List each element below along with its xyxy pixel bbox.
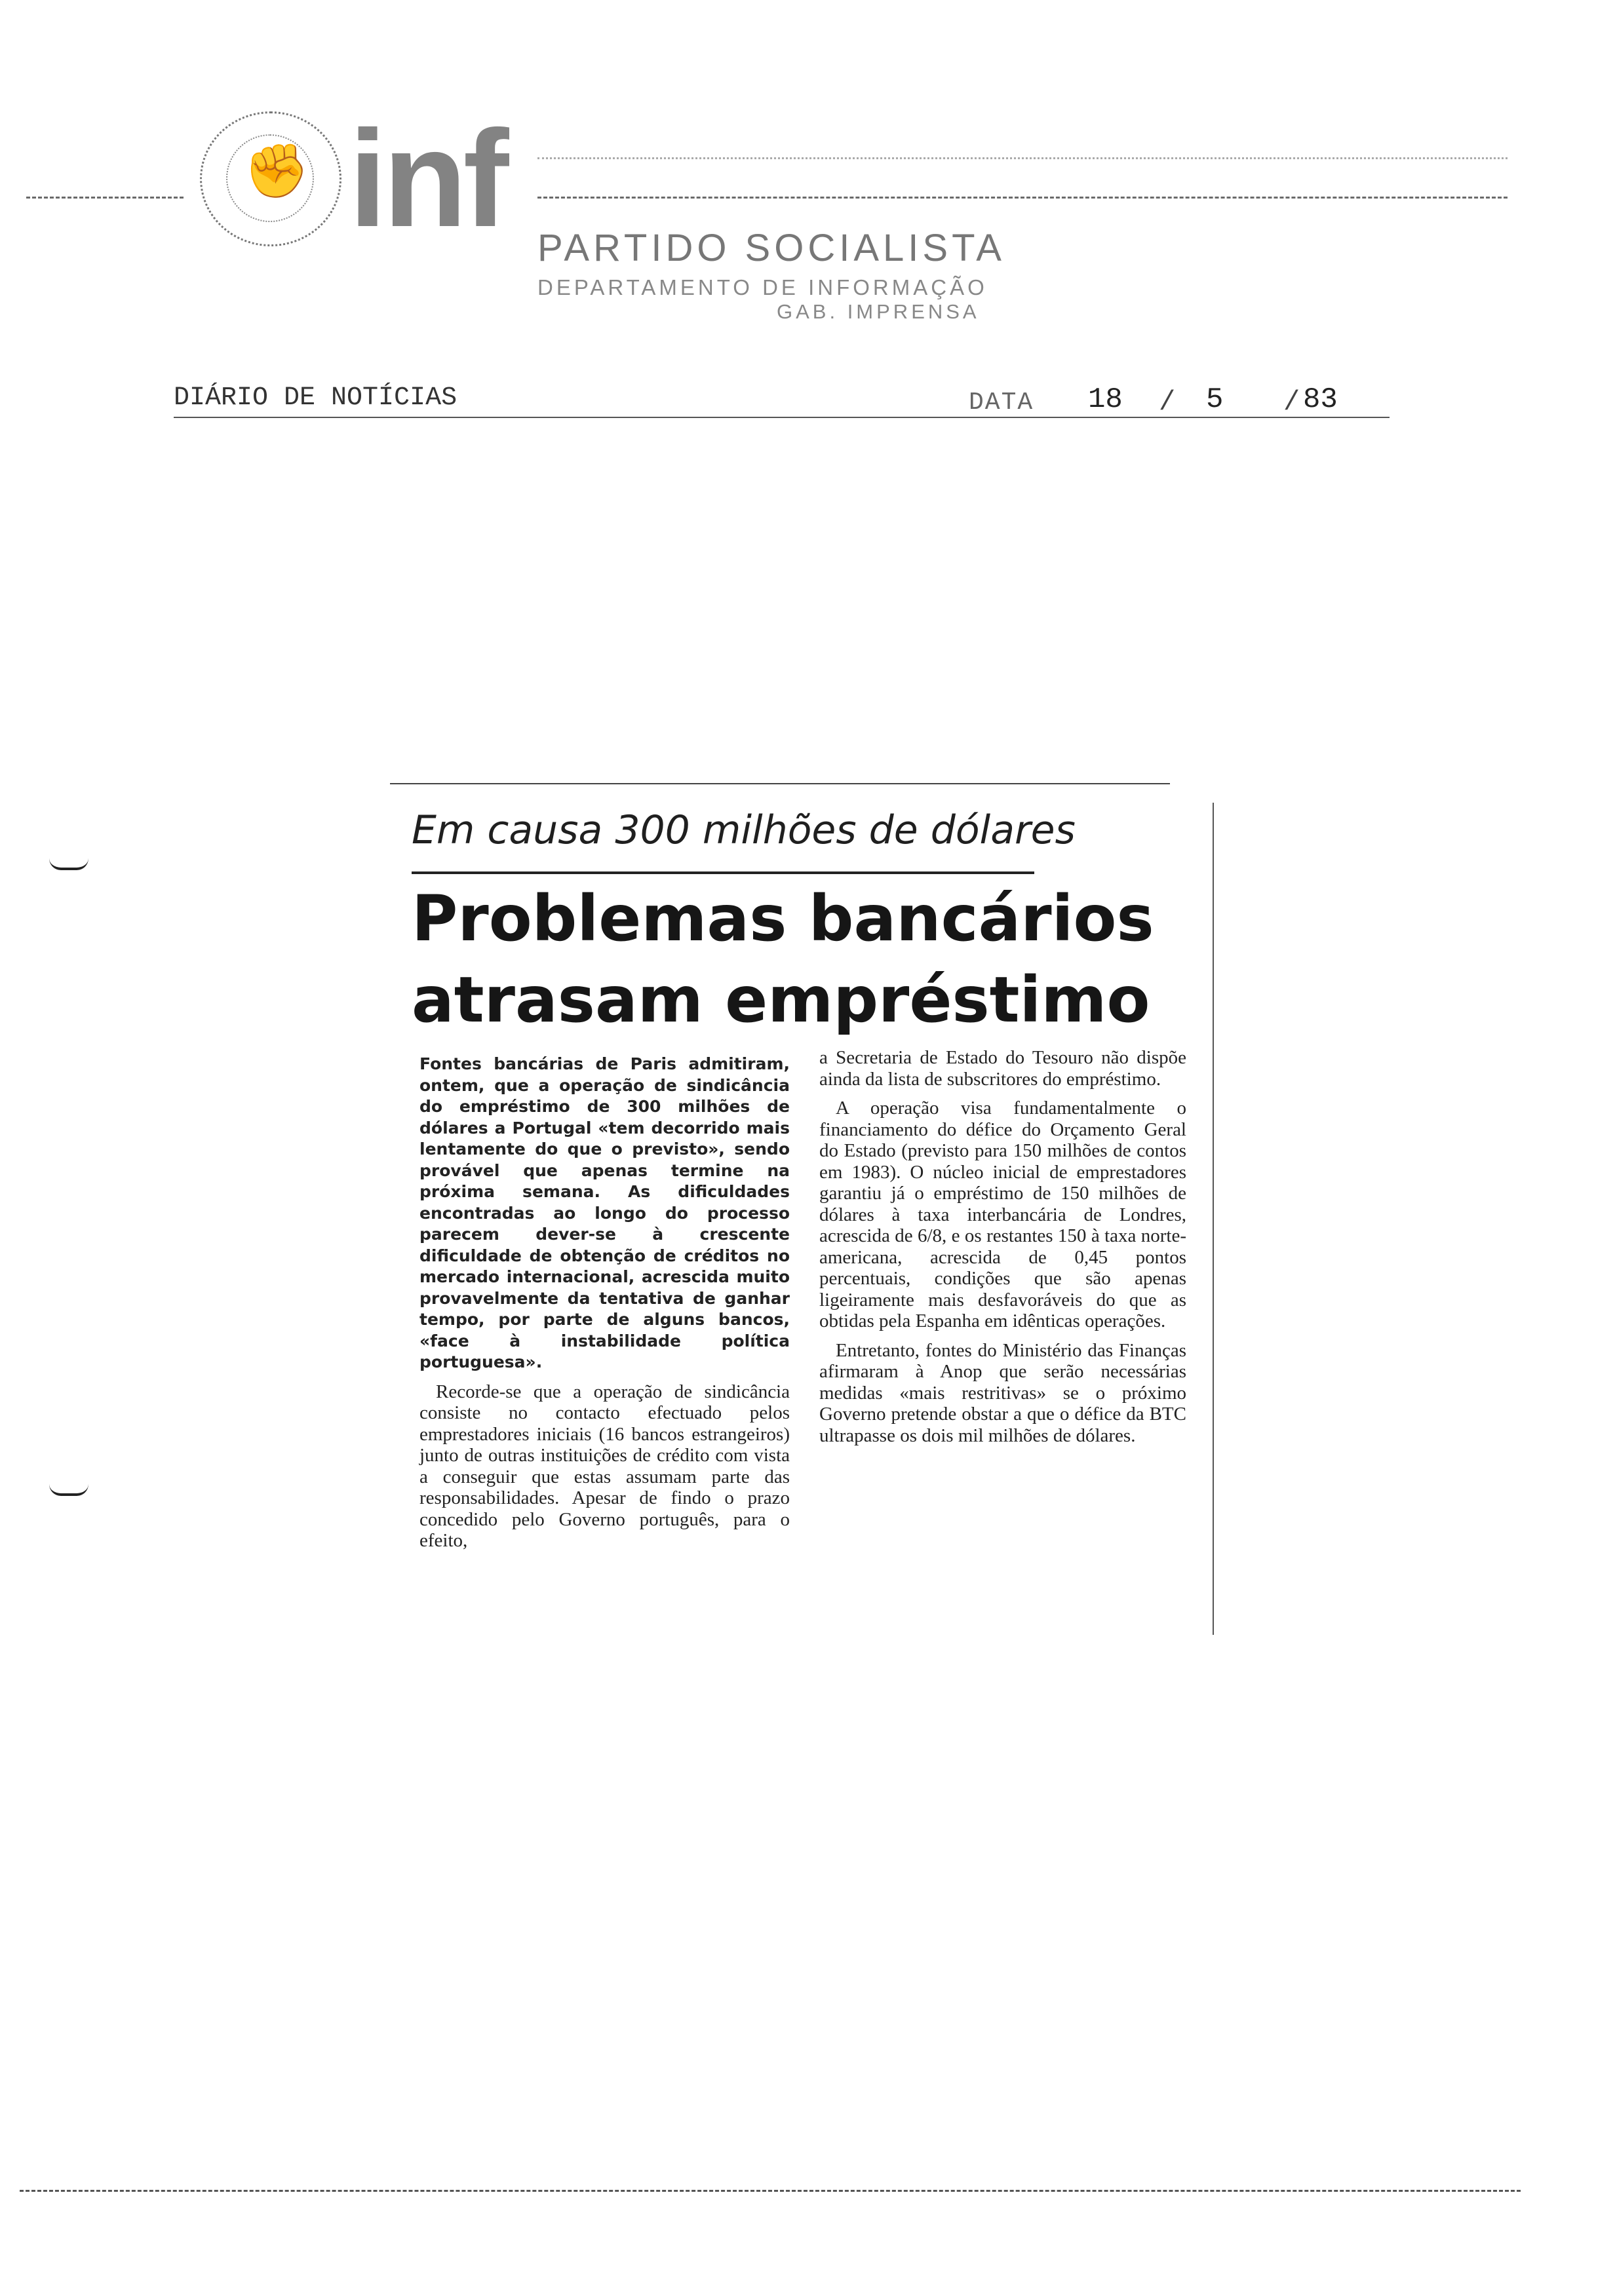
article-lead: Fontes bancárias de Paris admitiram, ontem, que a operação de sindicância do empréstimo de 300 milhões de dólares a Portugal «tem decorrido mais lentamente do que o previsto», sendo provável que apenas termine na próxima semana. As dificuldades encontradas ao longo do processo parecem dever-se à crescente dificuldade de obtenção de créditos no mercado internacional, acrescida muito provavelmente da tentativa de ganhar tempo, por parte de alguns bancos, «face à instabilidade política portuguesa». (419, 1054, 790, 1371)
article-column-1 (419, 1054, 790, 1552)
date-year: 83 (1303, 383, 1338, 416)
clipping-top-edge (390, 783, 1170, 784)
article-headline: Problemas bancários atrasam empréstimo (412, 882, 1154, 1037)
department-name: DEPARTAMENTO DE INFORMAÇÃO (537, 275, 988, 299)
article-kicker: Em causa 300 milhões de dólares (412, 807, 1076, 853)
clipping-right-edge (1213, 803, 1214, 1635)
margin-mark (49, 1484, 88, 1496)
article-paragraph: A operação visa fundamentalmente o financiamento do défice do Orçamento Geral do Estado (previsto para 150 milhões de contos em 1983). O núcleo inicial de emprestadores garantiu já o empréstimo de 150 milhões de dólares à taxa interbancária de Londres, acrescida de 6/8, e os restantes 150 à taxa norte-americana, acrescida de 0,45 pontos percentuais, condições que são apenas ligeiramente mais desfavoráveis do que as obtidas pela Espanha em idênticas operações. (819, 1098, 1186, 1331)
office-name: GAB. IMPRENSA (777, 300, 980, 323)
date-separator: / (1159, 387, 1176, 418)
fist-rose-icon: ✊ (244, 143, 309, 201)
letterhead-rule-right (537, 197, 1508, 199)
date-label: DATA (969, 389, 1034, 417)
article-column-2 (819, 1047, 1186, 1446)
inf-logo: inf (349, 102, 505, 256)
article-paragraph: Entretanto, fontes do Ministério das Finanças afirmaram à Anop que serão necessárias medidas «mais restritivas» se o próximo Governo pretende obstar a que o défice da BTC ultrapasse os dois mil milhões de dólares. (819, 1339, 1186, 1446)
date-month: 5 (1206, 383, 1224, 416)
kicker-rule (412, 871, 1034, 874)
date-underline (174, 417, 1390, 418)
date-day: 18 (1088, 383, 1123, 416)
letterhead-rule-top (537, 157, 1508, 159)
margin-mark (49, 858, 88, 870)
article-paragraph: a Secretaria de Estado do Tesouro não dispõe ainda da lista de subscritores do empréstimo. (819, 1047, 1186, 1090)
article-paragraph: Recorde-se que a operação de sindicância consiste no contacto efectuado pelos emprestadores iniciais (16 bancos estrangeiros) junto de outras instituições de crédito com vista a conseguir que estas assumam parte das responsabilidades. Apesar de findo o prazo concedido pelo Governo português, para o efeito, (419, 1381, 790, 1551)
publication-name: DIÁRIO DE NOTÍCIAS (174, 383, 457, 413)
party-name: PARTIDO SOCIALISTA (537, 227, 1005, 269)
bottom-rule (20, 2190, 1521, 2192)
letterhead-rule-left (26, 197, 184, 199)
date-separator: / (1283, 387, 1300, 418)
